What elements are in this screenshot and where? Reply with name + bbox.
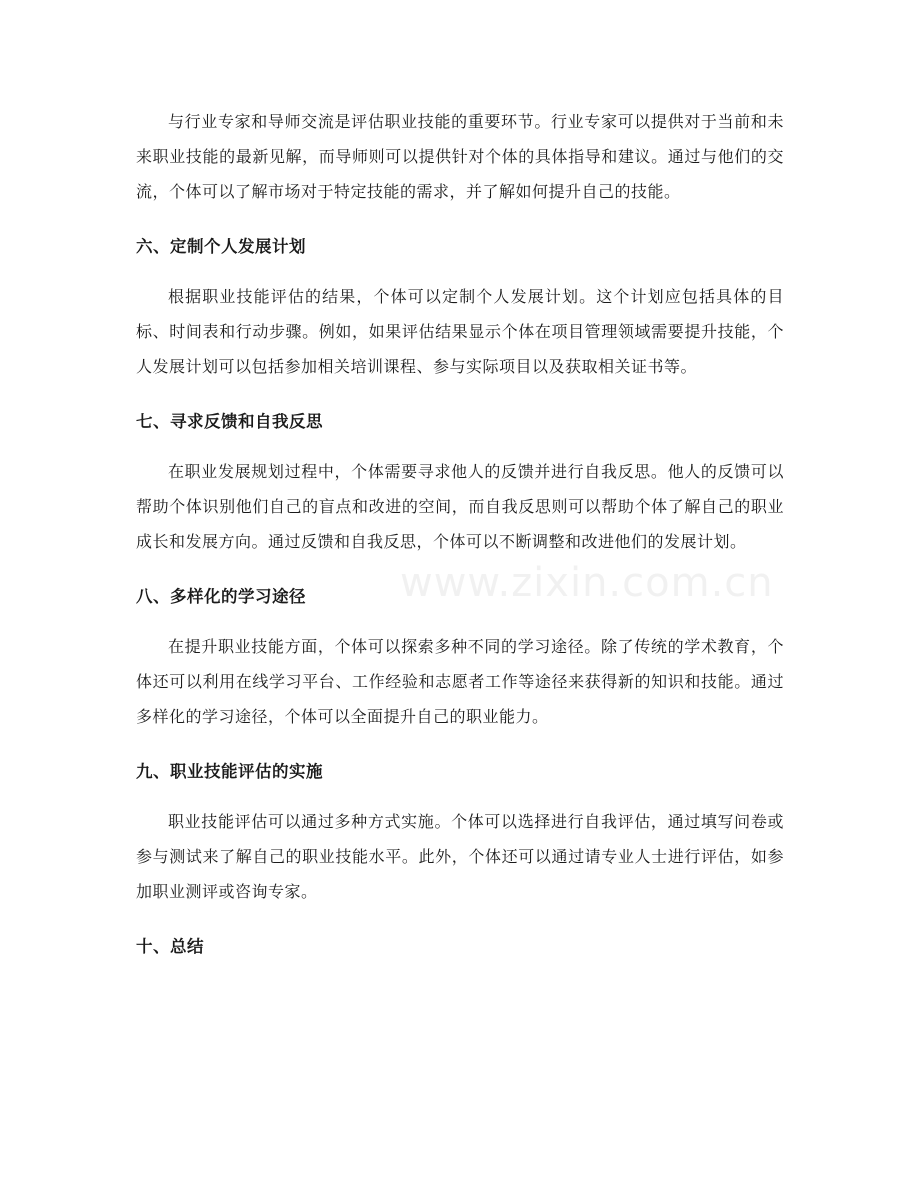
section-heading-9: 九、职业技能评估的实施: [136, 762, 323, 781]
section-paragraph-7: 在职业发展规划过程中，个体需要寻求他人的反馈并进行自我反思。他人的反馈可以帮助个体识别他们自己的盲点和改进的空间，而自我反思则可以帮助个体了解自己的职业成长和发展方向。通过反馈和自我反思，个体可以不断调整和改进他们的发展计划。: [136, 462, 784, 551]
watermark: www.zixin.com.cn: [400, 560, 774, 606]
document-body: [136, 104, 784, 964]
section-heading-10: 十、总结: [136, 937, 204, 956]
section-heading-7: 七、寻求反馈和自我反思: [136, 412, 323, 431]
intro-paragraph: 与行业专家和导师交流是评估职业技能的重要环节。行业专家可以提供对于当前和未来职业技能的最新见解，而导师则可以提供针对个体的具体指导和建议。通过与他们的交流，个体可以了解市场对于特定技能的需求，并了解如何提升自己的技能。: [136, 112, 784, 201]
section-paragraph-6: 根据职业技能评估的结果，个体可以定制个人发展计划。这个计划应包括具体的目标、时间表和行动步骤。例如，如果评估结果显示个体在项目管理领域需要提升技能，个人发展计划可以包括参加相关培训课程、参与实际项目以及获取相关证书等。: [136, 287, 784, 376]
section-heading-8: 八、多样化的学习途径: [136, 587, 306, 606]
section-heading-6: 六、定制个人发展计划: [136, 237, 306, 256]
section-paragraph-8: 在提升职业技能方面，个体可以探索多种不同的学习途径。除了传统的学术教育，个体还可以利用在线学习平台、工作经验和志愿者工作等途径来获得新的知识和技能。通过多样化的学习途径，个体可以全面提升自己的职业能力。: [136, 637, 784, 726]
section-paragraph-9: 职业技能评估可以通过多种方式实施。个体可以选择进行自我评估，通过填写问卷或参与测试来了解自己的职业技能水平。此外，个体还可以通过请专业人士进行评估，如参加职业测评或咨询专家。: [136, 812, 784, 901]
